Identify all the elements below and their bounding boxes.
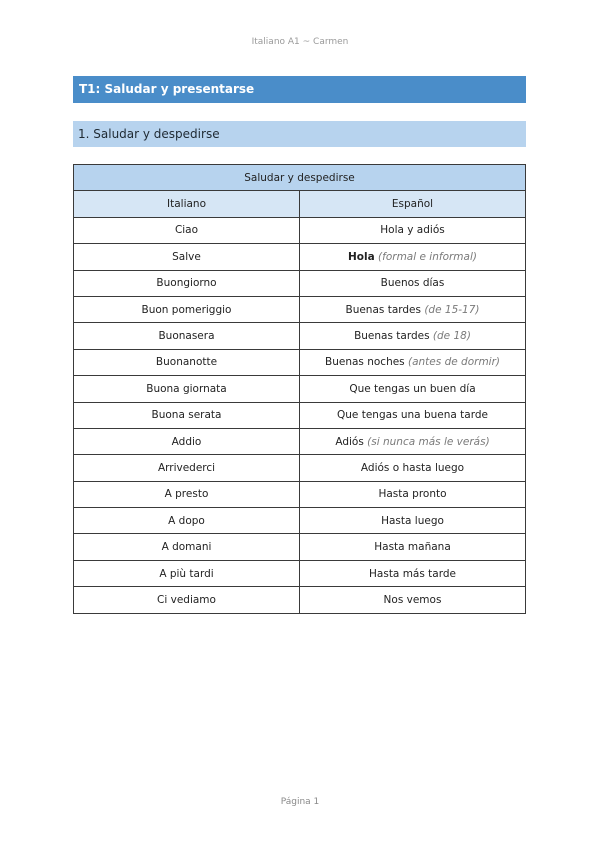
italian-cell: Ci vediamo: [74, 587, 300, 613]
spanish-term: Hasta más tarde: [369, 567, 456, 580]
vocabulary-table: [73, 164, 526, 614]
table-row: [74, 323, 526, 349]
spanish-term: Buenas tardes: [354, 330, 430, 343]
italian-cell: Buona serata: [74, 402, 300, 428]
table-row: [74, 428, 526, 454]
italian-cell: Buonanotte: [74, 349, 300, 375]
italian-cell: Buonasera: [74, 323, 300, 349]
italian-cell: Buon pomeriggio: [74, 296, 300, 322]
spanish-cell: [300, 587, 526, 613]
spanish-cell: [300, 270, 526, 296]
table-row: [74, 481, 526, 507]
table-row: [74, 296, 526, 322]
spanish-cell: [300, 349, 526, 375]
spanish-cell: [300, 217, 526, 243]
spanish-cell: [300, 534, 526, 560]
spanish-term: Hola y adiós: [380, 224, 445, 237]
italian-cell: A domani: [74, 534, 300, 560]
page-header: Italiano A1 ~ Carmen: [251, 37, 349, 47]
spanish-term: Hola: [348, 250, 375, 263]
table-row: [74, 587, 526, 613]
spanish-cell: [300, 376, 526, 402]
italian-cell: Salve: [74, 244, 300, 270]
spanish-cell: [300, 428, 526, 454]
table-row: [74, 560, 526, 586]
column-header-italian: Italiano: [74, 191, 300, 217]
spanish-cell: [300, 402, 526, 428]
spanish-term: Que tengas un buen día: [349, 382, 476, 395]
usage-note: (antes de dormir): [408, 356, 500, 369]
table-row: [74, 455, 526, 481]
spanish-cell: [300, 244, 526, 270]
table-row: [74, 349, 526, 375]
table-row: [74, 402, 526, 428]
spanish-term: Buenas tardes: [345, 303, 421, 316]
spanish-cell: [300, 323, 526, 349]
topic-heading: T1: Saludar y presentarse: [73, 76, 526, 103]
italian-cell: A dopo: [74, 508, 300, 534]
section-heading: 1. Saludar y despedirse: [73, 121, 526, 147]
table-row: [74, 270, 526, 296]
italian-cell: Buona giornata: [74, 376, 300, 402]
italian-cell: A presto: [74, 481, 300, 507]
table-row: [74, 376, 526, 402]
table-row: [74, 508, 526, 534]
column-header-spanish: Español: [300, 191, 526, 217]
table-row: [74, 244, 526, 270]
table-caption: Saludar y despedirse: [74, 165, 526, 191]
italian-cell: Buongiorno: [74, 270, 300, 296]
italian-cell: Arrivederci: [74, 455, 300, 481]
spanish-term: Hasta mañana: [374, 541, 451, 554]
spanish-cell: [300, 455, 526, 481]
usage-note: (de 15-17): [424, 303, 480, 316]
table-row: [74, 217, 526, 243]
spanish-term: Adiós: [335, 435, 364, 448]
italian-cell: A più tardi: [74, 560, 300, 586]
spanish-cell: [300, 560, 526, 586]
spanish-term: Adiós o hasta luego: [360, 461, 465, 474]
usage-note: (si nunca más le verás): [367, 435, 490, 448]
table-row: [74, 534, 526, 560]
spanish-term: Buenos días: [380, 277, 445, 290]
spanish-cell: [300, 508, 526, 534]
spanish-term: Hasta luego: [381, 514, 444, 527]
italian-cell: Addio: [74, 428, 300, 454]
italian-cell: Ciao: [74, 217, 300, 243]
spanish-cell: [300, 481, 526, 507]
spanish-term: Hasta pronto: [378, 488, 447, 501]
spanish-term: Nos vemos: [383, 593, 442, 606]
page-footer: Página 1: [280, 797, 320, 807]
spanish-cell: [300, 296, 526, 322]
spanish-term: Que tengas una buena tarde: [337, 409, 488, 422]
usage-note: (de 18): [432, 330, 471, 343]
usage-note: (formal e informal): [378, 250, 477, 263]
spanish-term: Buenas noches: [325, 356, 405, 369]
